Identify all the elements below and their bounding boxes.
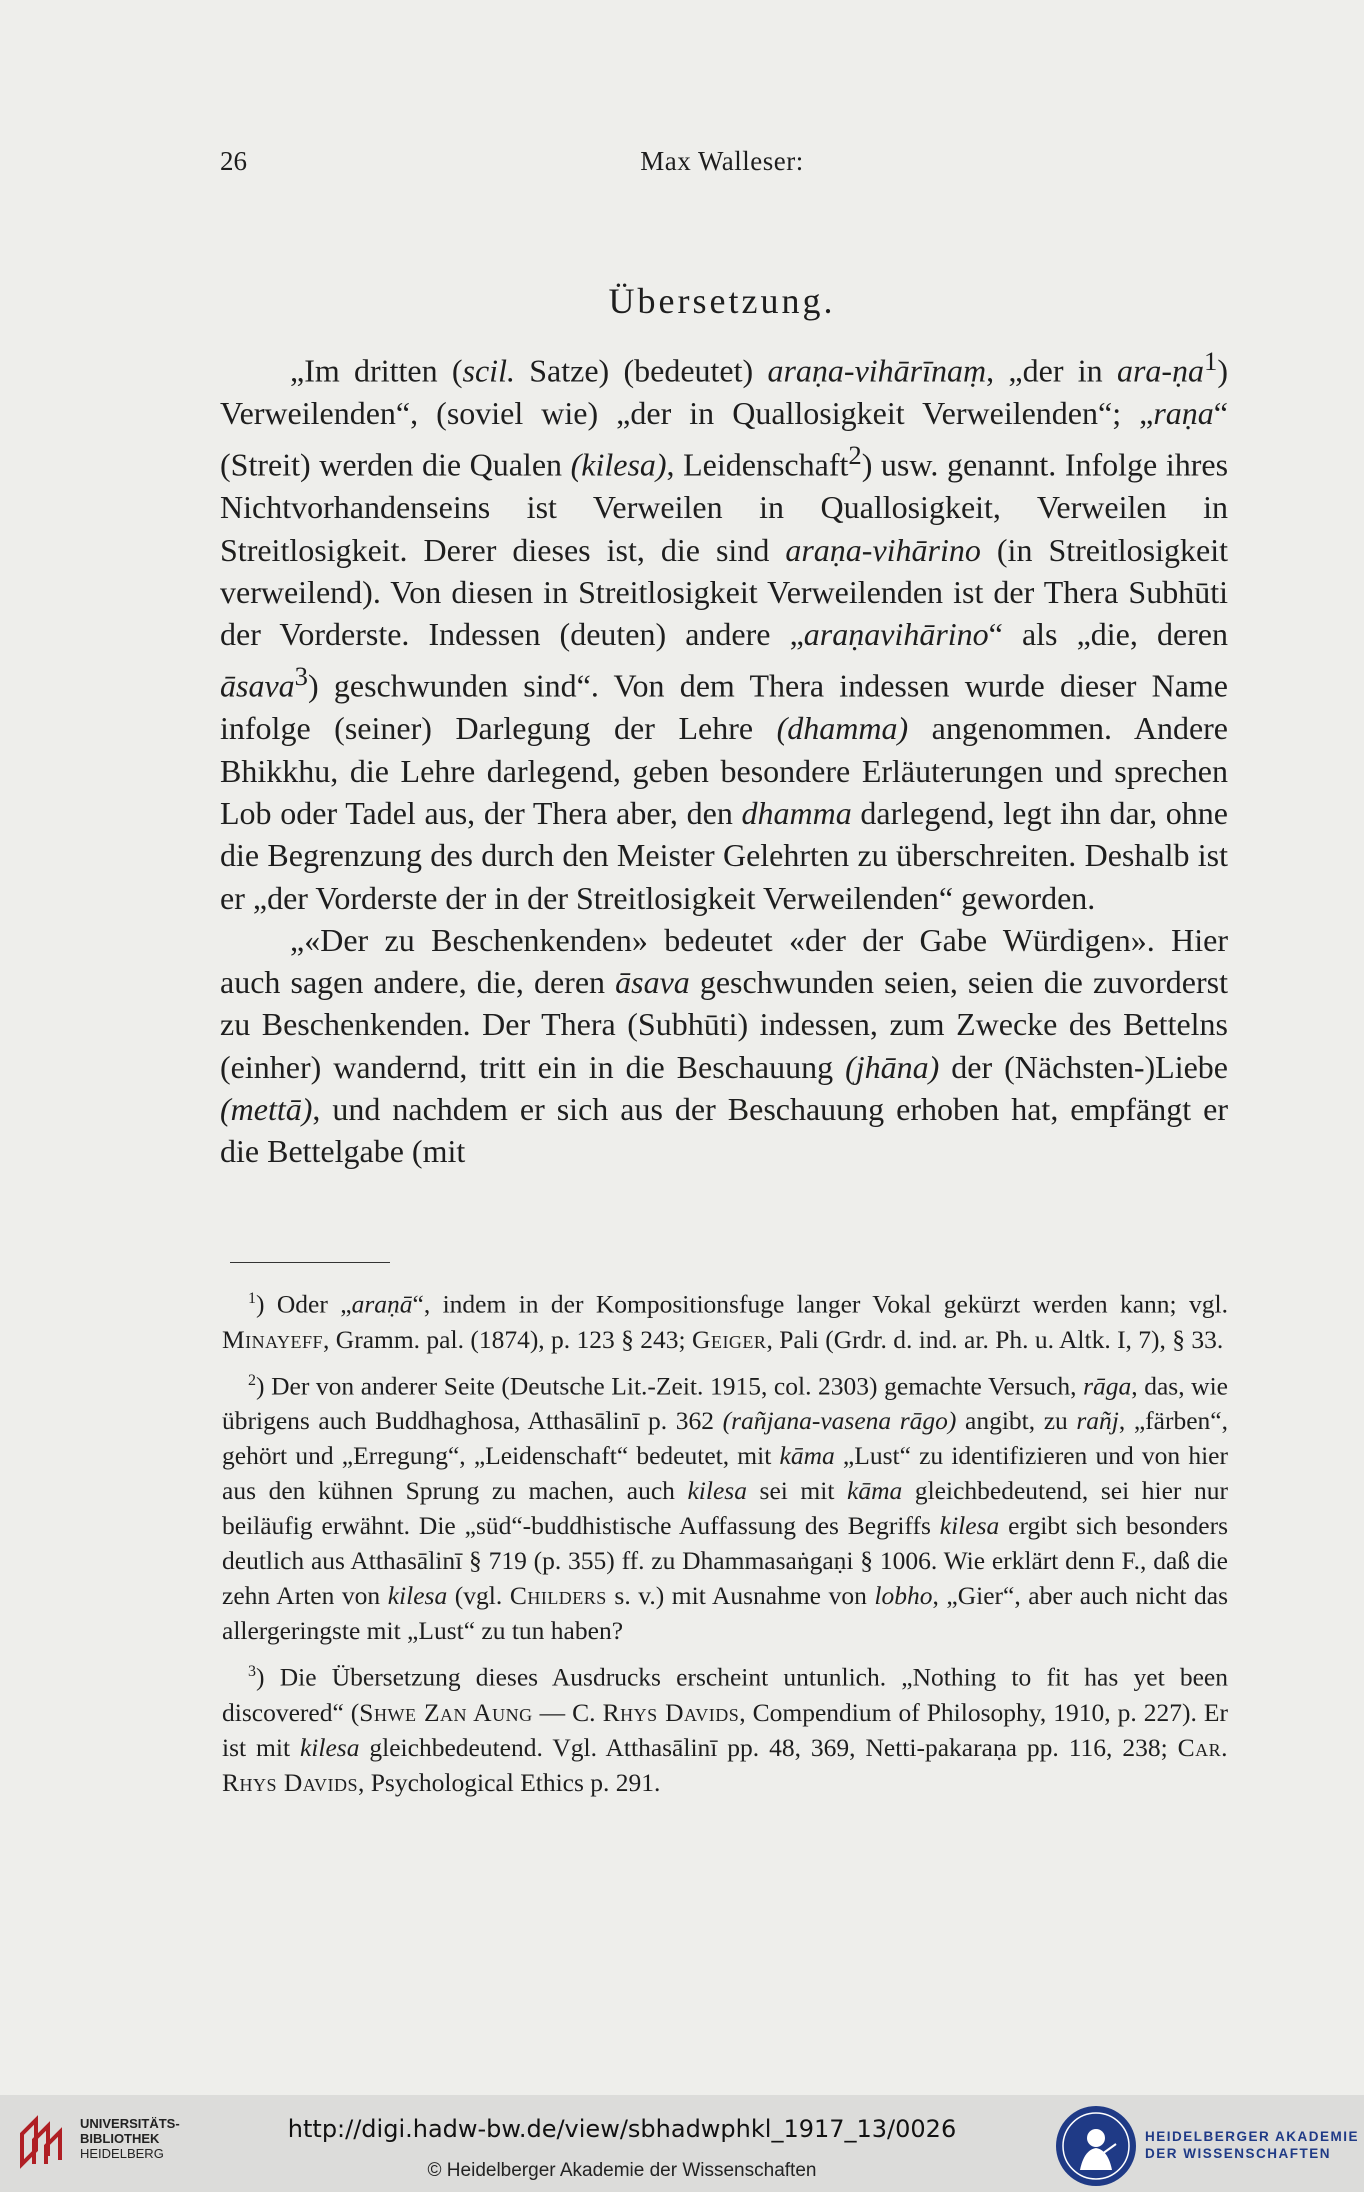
library-line: HEIDELBERG [80,2146,164,2161]
copyright-notice: © Heidelberger Akademie der Wissenschaften [427,2160,817,2181]
academy-seal-icon[interactable] [1054,2104,1138,2188]
footnote-3: $^3$) Die Übersetzung dieses Ausdrucks erscheint untunlich. „Nothing to fit has yet been discovered“ (Shwe Zan Aung — C. Rhys Davids, Compendium of Philosophy, 1910, p. 227). Er ist mit kilesa gleichbedeutend. Vgl. Atthasālinī pp. 48, 369, Netti-pakaraṇa pp. 116, 238; Car. Rhys Davids, Psychological Ethics p. 291. [222,1662,1228,1797]
permalink[interactable]: http://digi.hadw-bw.de/view/sbhadwphkl_1917_13/0026 [287,2115,957,2143]
library-line: BIBLIOTHEK [80,2131,160,2146]
main-text [220,340,1228,1173]
page-number: 26 [220,146,247,176]
footnote-2: $^2$) Der von anderer Seite (Deutsche Lit.-Zeit. 1915, col. 2303) gemachte Versuch, rāga, das, wie übrigens auch Buddhaghosa, Atthasālinī p. 362 (rañjana-vasena rāgo) angibt, zu rañj, „färben“, gehört und „Erregung“, „Leidenschaft“ bedeutet, mit kāma „Lust“ zu identifizieren und von hier aus den kühnen Sprung zu machen, auch kilesa sei mit kāma gleichbedeutend, sei hier nur beiläufig erwähnt. Die „süd“-buddhistische Auffassung des Begriffs kilesa ergibt sich besonders deutlich aus Atthasālinī § 719 (p. 355) ff. zu Dhammasaṅgaṇi § 1006. Wie erklärt denn F., daß die zehn Arten von kilesa (vgl. Childers s. v.) mit Ausnahme von lobho, „Gier“, aber auch nicht das allergeringste mit „Lust“ zu tun haben? [222,1371,1228,1645]
university-library-logo-icon[interactable] [14,2110,74,2170]
section-title: Übersetzung. [608,281,836,321]
footnote-rule [230,1262,390,1263]
page-header [220,146,1224,186]
library-name [80,2116,180,2161]
academy-line: HEIDELBERGER AKADEMIE [1145,2129,1360,2144]
footnote-1: $^1$) Oder „araṇā“, indem in der Kompositionsfuge langer Vokal gekürzt werden kann; vgl. Minayeff, Gramm. pal. (1874), p. 123 § 243; Geiger, Pali (Grdr. d. ind. ar. Ph. u. Altk. I, 7), § 33. [222,1289,1228,1354]
library-line: UNIVERSITÄTS- [80,2116,180,2131]
footnotes [222,1281,1228,1806]
paragraph: „«Der zu Beschenkenden» bedeutet «der der Gabe Würdigen». Hier auch sagen andere, die, deren āsava geschwunden seien, seien die zuvorderst zu Beschenkenden. Der Thera (Subhūti) indessen, zum Zwecke des Bettelns (einher) wandernd, tritt ein in die Beschauung (jhāna) der (Nächsten-)Liebe (mettā), und nachdem er sich aus der Beschauung erhoben hat, empfängt er die Bettelgabe (mit [220,921,1229,1170]
running-title: Max Walleser: [640,146,804,176]
academy-line: DER WISSENSCHAFTEN [1145,2146,1332,2161]
paragraph: „Im dritten (scil. Satze) (bedeutet) araṇa-vihārīnaṃ, „der in ara-ṇa$^1$) Verweilenden“, (soviel wie) „der in Quallosigkeit Verweilenden“; „raṇa“ (Streit) werden die Qualen (kilesa), Leidenschaft$^2$) usw. genannt. Infolge ihres Nichtvorhandenseins ist Verweilen in Quallosigkeit, Verweilen in Streitlosigkeit. Derer dieses ist, die sind araṇa-vihārino (in Streitlosigkeit verweilend). Von diesen in Streitlosigkeit Verweilenden ist der Thera Subhūti der Vorderste. Indessen (deuten) andere „araṇavihārino“ als „die, deren āsava$^3$) geschwunden sind“. Von dem Thera indessen wurde dieser Name infolge (seiner) Darlegung der Lehre (dhamma) angenommen. Andere Bhikkhu, die Lehre darlegend, geben besondere Erläuterungen und sprechen Lob oder Tadel aus, der Thera aber, den dhamma darlegend, legt ihn dar, ohne die Begrenzung des durch den Meister Gelehrten zu überschreiten. Deshalb ist er „der Vorderste der in der Streitlosigkeit Verweilenden“ geworden. [220,346,1229,916]
academy-name [1145,2128,1359,2162]
